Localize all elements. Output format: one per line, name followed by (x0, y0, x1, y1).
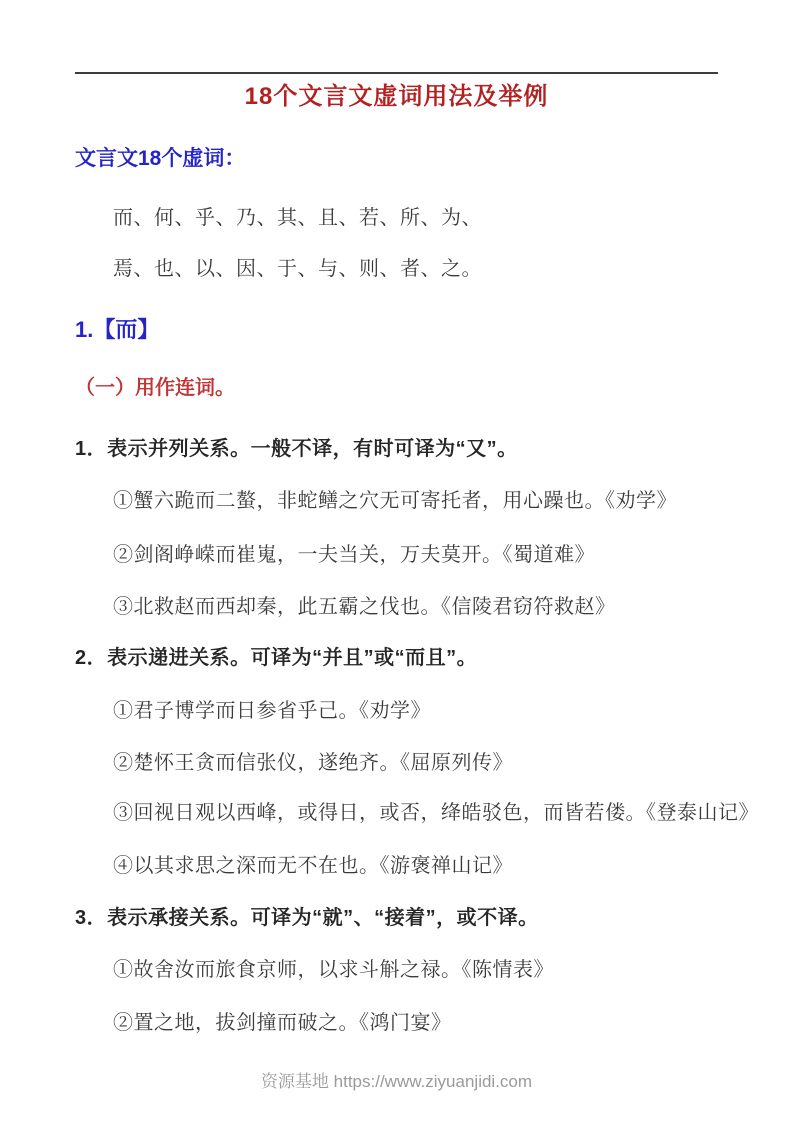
intro-heading: 文言文18个虚词： (75, 147, 246, 170)
usage-2-example-2: ②楚怀王贪而信张仪，遂绝齐。《屈原列传》 (113, 752, 513, 774)
header-rule (75, 72, 718, 74)
word-list-line-2: 焉、也、以、因、于、与、则、者、之。 (113, 258, 482, 280)
usage-2-example-1: ①君子博学而日参省乎己。《劝学》 (113, 700, 431, 722)
page-title: 18个文言文虚词用法及举例 (244, 83, 549, 110)
footer-watermark: 资源基地 https://www.ziyuanjidi.com (260, 1072, 533, 1091)
usage-2-example-3: ③回视日观以西峰，或得日，或否，绛皓驳色，而皆若偻。《登泰山记》 (113, 802, 759, 824)
usage-1-title: 1．表示并列关系。一般不译，有时可译为“又”。 (75, 438, 518, 460)
usage-2-title: 2．表示递进关系。可译为“并且”或“而且”。 (75, 647, 478, 669)
subsection-heading-conjunction: （一）用作连词。 (75, 377, 235, 399)
usage-1-example-3: ③北救赵而西却秦，此五霸之伐也。《信陵君窃符救赵》 (113, 596, 616, 618)
usage-3-example-1: ①故舍汝而旅食京师，以求斗斛之禄。《陈情表》 (113, 959, 554, 981)
usage-3-title: 3．表示承接关系。可译为“就”、“接着”，或不译。 (75, 907, 539, 929)
usage-1-example-2: ②剑阁峥嵘而崔嵬，一夫当关，万夫莫开。《蜀道难》 (113, 544, 595, 566)
usage-1-example-1: ①蟹六跪而二螯，非蛇鳝之穴无可寄托者，用心躁也。《劝学》 (113, 490, 677, 512)
section-heading-er: 1.【而】 (75, 317, 160, 342)
usage-2-example-4: ④以其求思之深而无不在也。《游褒禅山记》 (113, 855, 513, 877)
usage-3-example-2: ②置之地，拔剑撞而破之。《鸿门宴》 (113, 1012, 452, 1034)
word-list-line-1: 而、何、乎、乃、其、且、若、所、为、 (113, 207, 482, 229)
